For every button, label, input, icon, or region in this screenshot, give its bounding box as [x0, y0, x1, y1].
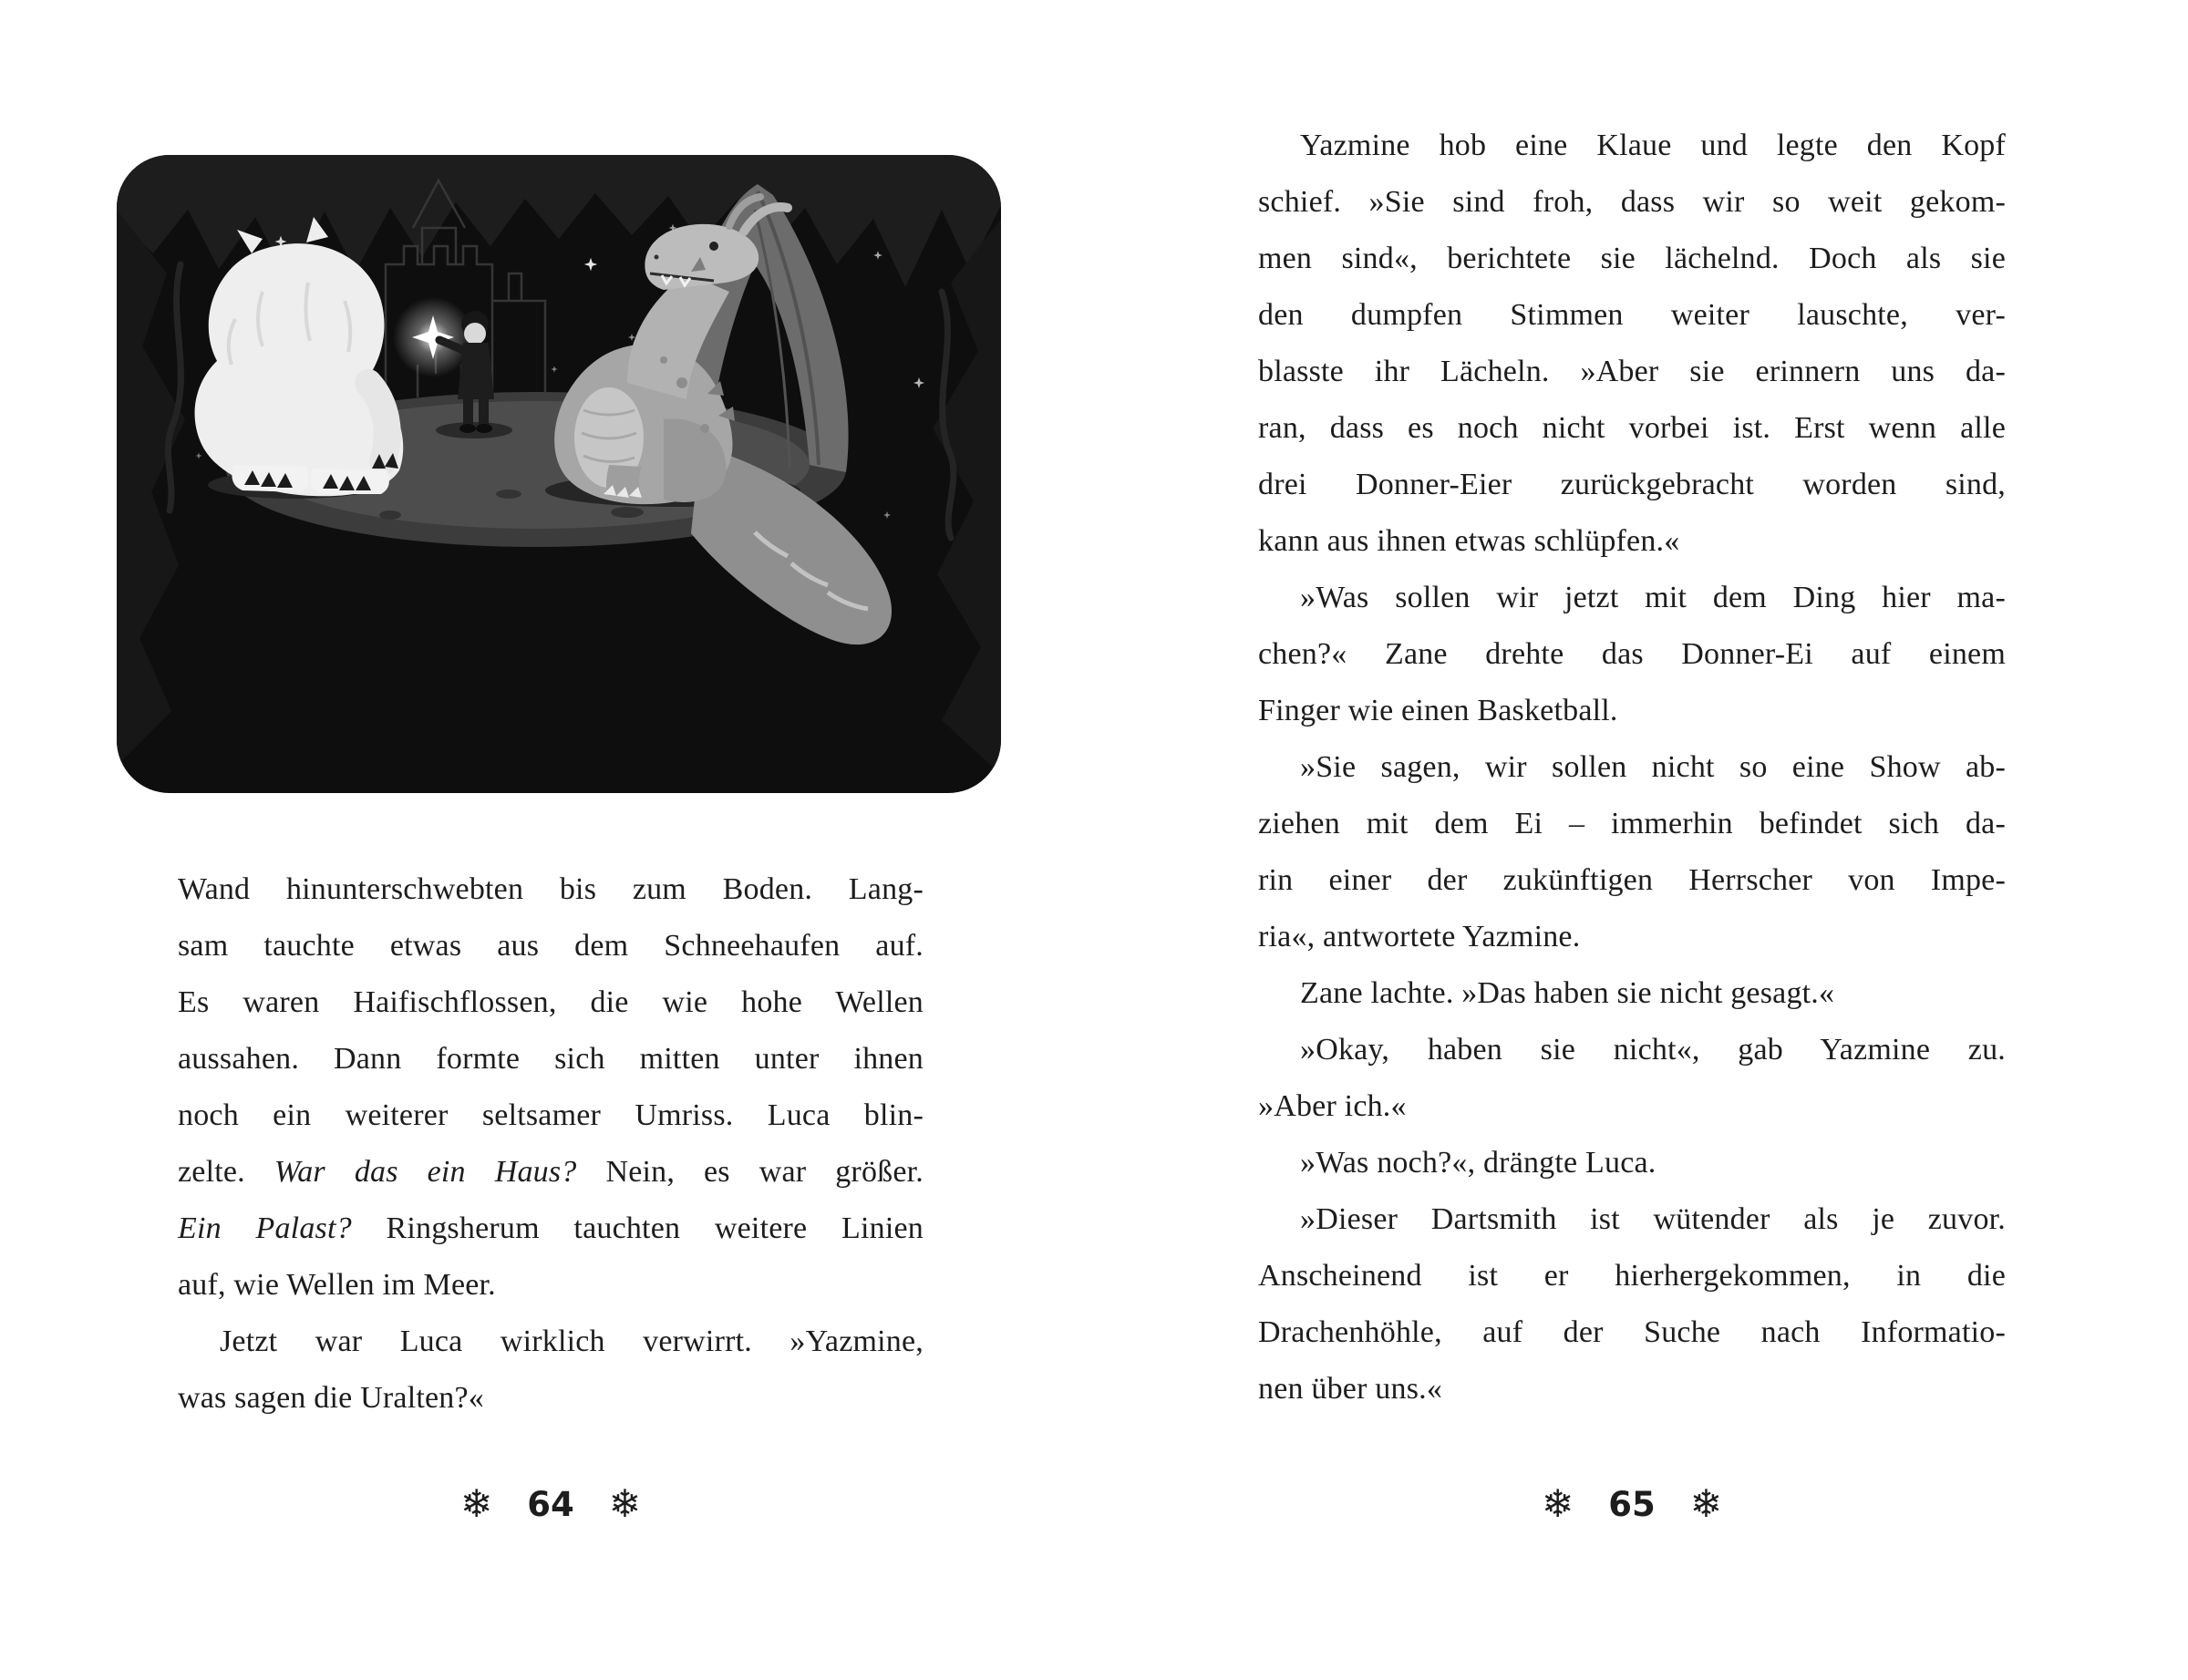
text-line: sam tauchte etwas aus dem Schneehaufen auf. [178, 929, 924, 963]
text-line: den dumpfen Stimmen weiter lauschte, ver- [1258, 298, 2006, 332]
snowflake-icon: ❄ [608, 1481, 641, 1526]
page-number: 64 [527, 1484, 574, 1524]
text-line: Yazmine hob eine Klaue und legte den Kopf [1300, 129, 2006, 162]
page-footer-left [178, 1479, 924, 1530]
left-page-text [178, 861, 924, 1427]
text-line: »Aber ich.« [1258, 1089, 1407, 1123]
snowflake-icon: ❄ [460, 1481, 493, 1526]
text-line: Zane lachte. »Das haben sie nicht gesagt.« [1300, 976, 1835, 1010]
text-line: drei Donner-Eier zurückgebracht worden sind, [1258, 468, 2006, 501]
page-right [1094, 0, 2188, 1680]
text-line: nen über uns.« [1258, 1372, 1443, 1406]
text-line: chen?« Zane drehte das Donner-Ei auf einem [1258, 637, 2006, 671]
page-number: 65 [1608, 1484, 1656, 1524]
cave-illustration-svg [117, 155, 1001, 793]
text-line: »Was sollen wir jetzt mit dem Ding hier ma- [1300, 581, 2006, 614]
text-line: »Sie sagen, wir sollen nicht so eine Show ab- [1300, 750, 2006, 784]
text-line: ziehen mit dem Ei – immerhin befindet sich da- [1258, 807, 2006, 840]
page-footer-right [1258, 1479, 2006, 1530]
snowflake-icon: ❄ [1542, 1481, 1574, 1526]
text-line: Es waren Haifischflossen, die wie hohe Wellen [178, 985, 924, 1019]
text-line: schief. »Sie sind froh, dass wir so weit gekom- [1258, 185, 2006, 219]
text-line: Wand hinunterschwebten bis zum Boden. Lang- [178, 872, 924, 906]
text-line: »Dieser Dartsmith ist wütender als je zuvor. [1300, 1202, 2006, 1236]
text-line: Ein Palast? Ringsherum tauchten weitere Linien [178, 1211, 924, 1245]
text-line: Drachenhöhle, auf der Suche nach Informatio- [1258, 1315, 2006, 1349]
text-line: ran, dass es noch nicht vorbei ist. Erst wenn alle [1258, 411, 2006, 445]
story-illustration [117, 155, 1001, 793]
text-line: Anscheinend ist er hierhergekommen, in die [1258, 1259, 2006, 1293]
text-line: zelte. War das ein Haus? Nein, es war größer. [178, 1155, 924, 1189]
text-line: »Okay, haben sie nicht«, gab Yazmine zu. [1300, 1033, 2006, 1067]
text-line: rin einer der zukünftigen Herrscher von Impe- [1258, 863, 2006, 897]
text-line: auf, wie Wellen im Meer. [178, 1268, 496, 1302]
text-line: was sagen die Uralten?« [178, 1381, 484, 1415]
text-line: aussahen. Dann formte sich mitten unter ihnen [178, 1042, 924, 1076]
text-line: Jetzt war Luca wirklich verwirrt. »Yazmine, [220, 1324, 924, 1358]
text-line: kann aus ihnen etwas schlüpfen.« [1258, 524, 1680, 558]
text-line: Finger wie einen Basketball. [1258, 694, 1618, 727]
right-page-text [1258, 118, 2006, 1417]
text-line: »Was noch?«, drängte Luca. [1300, 1146, 1656, 1180]
text-line: ria«, antwortete Yazmine. [1258, 920, 1581, 953]
text-line: noch ein weiterer seltsamer Umriss. Luca blin- [178, 1098, 924, 1132]
text-line: men sind«, berichtete sie lächelnd. Doch als sie [1258, 242, 2006, 275]
snowflake-icon: ❄ [1689, 1481, 1722, 1526]
text-line: blasste ihr Lächeln. »Aber sie erinnern uns da- [1258, 355, 2006, 388]
